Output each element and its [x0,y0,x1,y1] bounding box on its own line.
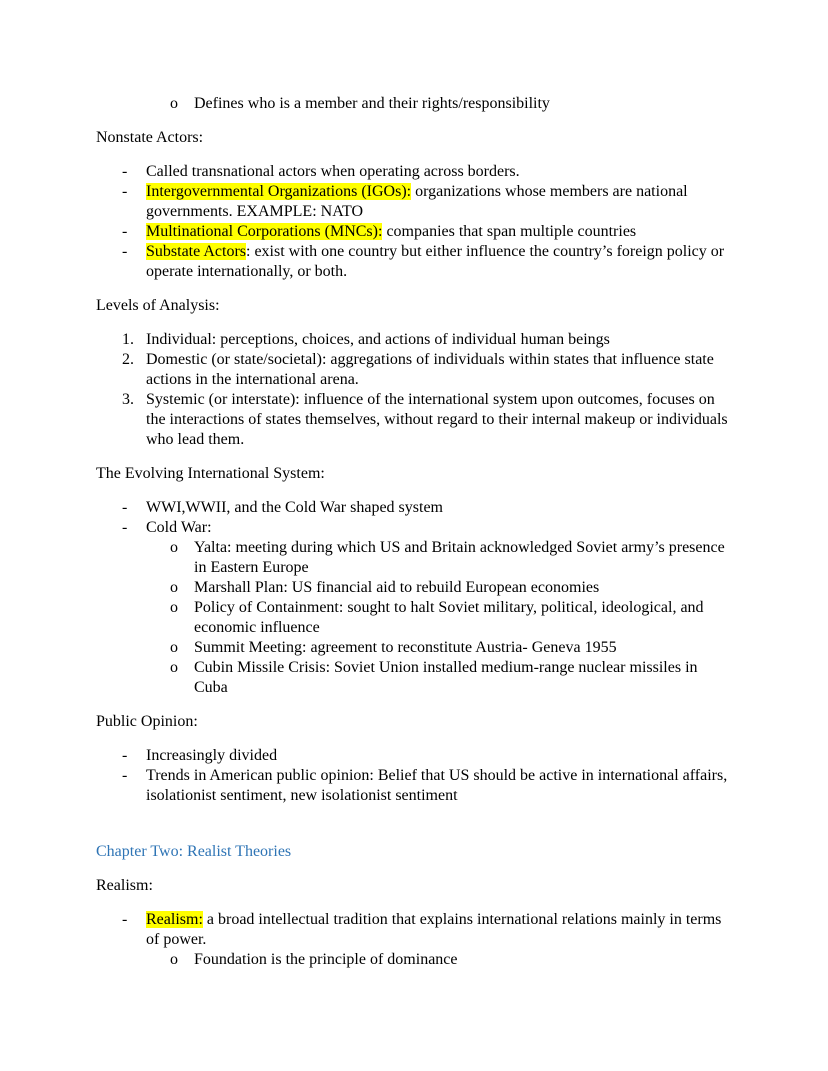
sub-list-item [170,950,732,970]
chapter-heading: Chapter Two: Realist Theories [96,843,292,860]
highlighted-term: Substate Actors [146,243,246,260]
list-item-rest: a broad intellectual tradition that explains international relations mainly in terms of power. [146,911,722,948]
list-item [122,746,732,766]
number-marker: 1. [122,331,134,348]
list-item-text: Called transnational actors when operating across borders. [146,163,520,180]
list-item-text: Increasingly divided [146,747,278,764]
circle-bullet-marker: o [170,579,178,596]
dash-bullet-marker: - [122,911,128,928]
sub-list-item [170,598,732,638]
circle-bullet-marker: o [170,951,178,968]
list-item [122,498,732,518]
circle-bullet-marker: o [170,639,178,656]
numbered-list-item [122,350,732,390]
list-item [122,222,732,242]
numbered-list-item [122,330,732,350]
list-item-text: Marshall Plan: US financial aid to rebuild European economies [194,579,600,596]
list-item-rest: companies that span multiple countries [382,223,637,240]
highlighted-term: Realism: [146,911,203,928]
list-item [122,182,732,222]
public-opinion-list [96,746,732,806]
list-item [122,910,732,950]
dash-bullet-marker: - [122,519,128,536]
dash-bullet-marker: - [122,243,128,260]
list-item-text: Cold War: [146,519,212,536]
section-heading-public-opinion: Public Opinion: [96,713,198,730]
section-heading-realism: Realism: [96,877,153,894]
sub-list-item [170,638,732,658]
sub-list-item [170,658,732,698]
list-item-text: Cubin Missile Crisis: Soviet Union installed medium-range nuclear missiles in Cuba [194,659,698,696]
list-item-text [146,910,732,950]
intro-sub-list [96,94,732,114]
list-item-rest: : exist with one country but either influence the country’s foreign policy or operate internationally, or both. [146,243,725,280]
list-item [122,766,732,806]
list-item-text: Foundation is the principle of dominance [194,951,458,968]
realism-list [96,910,732,970]
sub-list-item [170,578,732,598]
list-item-text: Policy of Containment: sought to halt Soviet military, political, ideological, and economic influence [194,599,704,636]
circle-bullet-marker: o [170,539,178,556]
evolving-system-list [96,498,732,698]
list-item-text: Summit Meeting: agreement to reconstitute Austria- Geneva 1955 [194,639,617,656]
list-item-rest: organizations whose members are national governments. EXAMPLE: NATO [146,183,688,220]
highlighted-term: Intergovernmental Organizations (IGOs): [146,183,412,200]
list-item-text: WWI,WWII, and the Cold War shaped system [146,499,443,516]
list-item-text [146,222,732,242]
list-item-text: Systemic (or interstate): influence of the international system upon outcomes, focuses on the interactions of states themselves, without regard to their internal makeup or individuals who lead them. [146,391,728,448]
dash-bullet-marker: - [122,767,128,784]
section-heading-nonstate-actors: Nonstate Actors: [96,129,204,146]
sub-list-item [170,538,732,578]
list-item-text: Domestic (or state/societal): aggregations of individuals within states that influence state actions in the international arena. [146,351,714,388]
list-item [122,242,732,282]
list-item-text: Defines who is a member and their rights/responsibility [194,95,550,112]
circle-bullet-marker: o [170,599,178,616]
section-heading-levels-of-analysis: Levels of Analysis: [96,297,220,314]
list-item-text: Individual: perceptions, choices, and actions of individual human beings [146,331,610,348]
list-item-text: Trends in American public opinion: Belief that US should be active in international affairs, isolationist sentiment, new isolationist sentiment [146,767,728,804]
dash-bullet-marker: - [122,183,128,200]
levels-of-analysis-list [96,330,732,450]
list-item-text [146,182,732,222]
dash-bullet-marker: - [122,747,128,764]
number-marker: 3. [122,391,134,408]
section-heading-evolving-international-system: The Evolving International System: [96,465,325,482]
list-item [122,162,732,182]
dash-bullet-marker: - [122,499,128,516]
list-item [170,94,732,114]
dash-bullet-marker: - [122,223,128,240]
dash-bullet-marker: - [122,163,128,180]
list-item-text [146,242,732,282]
highlighted-term: Multinational Corporations (MNCs): [146,223,383,240]
nonstate-actors-list [96,162,732,282]
circle-bullet-marker: o [170,95,178,112]
number-marker: 2. [122,351,134,368]
list-item [122,518,732,538]
circle-bullet-marker: o [170,659,178,676]
list-item-text: Yalta: meeting during which US and Britain acknowledged Soviet army’s presence in Eastern Europe [194,539,725,576]
numbered-list-item [122,390,732,450]
